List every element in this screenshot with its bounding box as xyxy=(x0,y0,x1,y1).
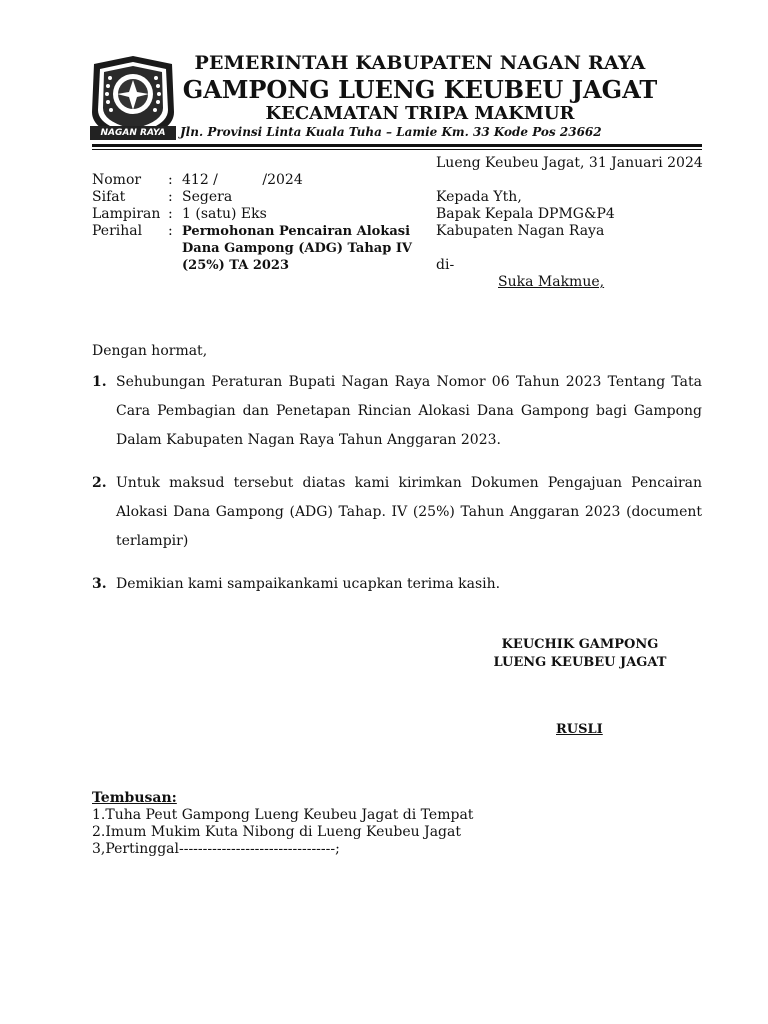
meta-label: Perihal xyxy=(92,223,143,239)
recipient-line-3: Kabupaten Nagan Raya xyxy=(436,223,605,239)
letter-meta xyxy=(92,172,422,274)
meta-row-perihal xyxy=(92,223,422,274)
carbon-copy-title: Tembusan: xyxy=(92,790,177,806)
meta-label: Sifat xyxy=(92,189,126,205)
letter-body xyxy=(92,343,702,613)
meta-row-nomor xyxy=(92,172,422,189)
meta-value-nomor: 412 / /2024 xyxy=(182,172,303,188)
meta-label: Nomor xyxy=(92,172,142,188)
recipient-location: Suka Makmue, xyxy=(498,274,605,290)
signer-name: RUSLI xyxy=(556,722,603,737)
body-item-text: Demikian kami sampaikankami ucapkan terima kasih. xyxy=(116,576,501,592)
spacer xyxy=(436,172,704,189)
letterhead-rule-thick xyxy=(92,144,702,147)
recipient-line-2: Bapak Kepala DPMG&P4 xyxy=(436,206,615,222)
logo-label: NAGAN RAYA xyxy=(90,126,176,140)
letterhead-rule-thin xyxy=(92,149,702,150)
meta-value-lampiran: 1 (satu) Eks xyxy=(182,206,267,222)
recipient-line-1: Kepada Yth, xyxy=(436,189,522,205)
body-item-text: Sehubungan Peraturan Bupati Nagan Raya Nomor 06 Tahun 2023 Tentang Tata Cara Pembagian dan Penetapan Rincian Alokasi Dana Gampong bagi Gampong Dalam Kabupaten Nagan Raya Tahun Anggaran 2023. xyxy=(116,374,702,448)
meta-row-lampiran xyxy=(92,206,422,223)
carbon-copy-item: 3,Pertinggal---------------------------------; xyxy=(92,841,340,857)
body-item xyxy=(92,368,702,455)
meta-value-sifat: Segera xyxy=(182,189,233,205)
meta-colon: : xyxy=(168,172,173,188)
body-item xyxy=(92,570,702,599)
letterhead-district: KECAMATAN TRIPA MAKMUR xyxy=(265,103,575,124)
place-date: Lueng Keubeu Jagat, 31 Januari 2024 xyxy=(436,155,703,171)
signature-title-1: KEUCHIK GAMPONG xyxy=(501,637,659,652)
body-item-number: 1. xyxy=(92,374,107,390)
letterhead-village: GAMPONG LUENG KEUBEU JAGAT xyxy=(182,75,658,104)
meta-label: Lampiran xyxy=(92,206,161,222)
carbon-copy-item: 2.Imum Mukim Kuta Nibong di Lueng Keubeu Jagat xyxy=(92,824,461,840)
meta-row-sifat xyxy=(92,189,422,206)
carbon-copy-item: 1.Tuha Peut Gampong Lueng Keubeu Jagat di Tempat xyxy=(92,807,474,823)
letterhead-address: Jln. Provinsi Linta Kuala Tuha – Lamie Km. 33 Kode Pos 23662 xyxy=(180,125,602,139)
meta-colon: : xyxy=(168,189,173,205)
meta-value-perihal: Permohonan Pencairan Alokasi Dana Gampong (ADG) Tahap IV (25%) TA 2023 xyxy=(182,224,413,273)
body-item-number: 3. xyxy=(92,576,107,592)
meta-colon: : xyxy=(168,206,173,222)
signature-title-2: LUENG KEUBEU JAGAT xyxy=(493,655,667,670)
recipient-di: di- xyxy=(436,257,455,273)
signature-block xyxy=(470,636,690,672)
salutation: Dengan hormat, xyxy=(92,343,208,359)
body-item-text: Untuk maksud tersebut diatas kami kirimkan Dokumen Pengajuan Pencairan Alokasi Dana Gampong (ADG) Tahap. IV (25%) Tahun Anggaran 2023 (document terlampir) xyxy=(116,475,702,549)
letterhead-government: PEMERINTAH KABUPATEN NAGAN RAYA xyxy=(194,52,646,74)
body-item-number: 2. xyxy=(92,475,107,491)
body-item xyxy=(92,469,702,556)
carbon-copy-block xyxy=(92,790,592,858)
letter-recipient-block xyxy=(436,155,704,291)
meta-colon: : xyxy=(168,223,173,239)
